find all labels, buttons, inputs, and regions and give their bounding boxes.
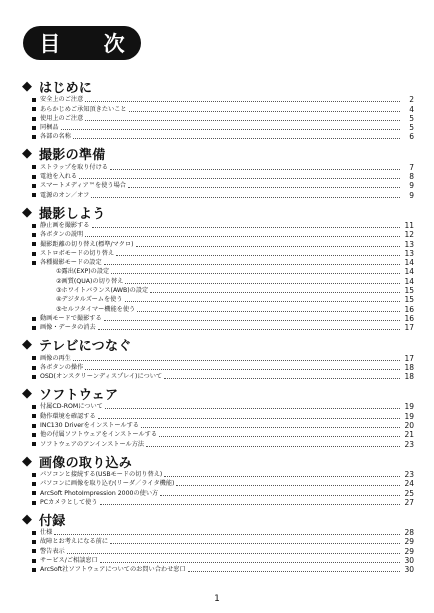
toc-entry[interactable]: [22, 172, 414, 181]
entry-label: 各種撮影モードの設定: [40, 259, 102, 267]
entry-page-number: 14: [404, 267, 414, 277]
entry-page-number: 15: [404, 295, 414, 305]
section-heading: [22, 511, 414, 528]
entry-label: 仕様: [40, 529, 53, 537]
entry-page-number: 16: [404, 304, 414, 314]
section-heading: [22, 385, 414, 402]
toc-entry[interactable]: [22, 295, 414, 304]
square-bullet-icon: [32, 482, 36, 486]
toc-section: [22, 511, 414, 574]
dot-leader: [125, 277, 400, 284]
square-bullet-icon: [32, 165, 36, 169]
toc-entry[interactable]: [22, 488, 414, 497]
toc-entry[interactable]: [22, 353, 414, 362]
toc-entry[interactable]: [22, 372, 414, 381]
dot-leader: [67, 547, 400, 554]
entry-page-number: 11: [404, 220, 414, 230]
entry-label: 静止画を撮影する: [40, 221, 90, 229]
toc-entry[interactable]: [22, 528, 414, 537]
entry-page-number: 14: [404, 276, 414, 286]
entry-label: 動画モードで撮影する: [40, 314, 102, 322]
entry-page-number: 30: [404, 555, 414, 565]
diamond-icon: ◆: [22, 511, 32, 527]
square-bullet-icon: [32, 375, 36, 379]
dot-leader: [73, 132, 400, 139]
dot-leader: [54, 528, 400, 535]
entry-page-number: 24: [404, 479, 414, 489]
square-bullet-icon: [32, 433, 36, 437]
dot-leader: [85, 95, 400, 102]
entry-label: 故障とお考えになる前に: [40, 538, 109, 546]
toc-section: [22, 336, 414, 381]
dot-leader: [105, 402, 400, 409]
entry-label: 使用上のご注意: [40, 114, 84, 122]
dot-leader: [100, 556, 400, 563]
entry-page-number: 23: [404, 439, 414, 449]
dot-leader: [129, 105, 400, 112]
diamond-icon: ◆: [22, 453, 32, 469]
toc-entry[interactable]: [22, 556, 414, 565]
square-bullet-icon: [32, 233, 36, 237]
dot-leader: [188, 565, 400, 572]
entry-page-number: 25: [404, 488, 414, 498]
dot-leader: [128, 181, 400, 188]
entry-label: ArcSoft PhotoImpression 2000の使い方: [40, 489, 159, 497]
entry-label: ③ホワイトバランス(AWB)の設定: [56, 287, 149, 295]
toc-entry[interactable]: [22, 267, 414, 276]
toc-entry[interactable]: [22, 190, 414, 199]
entry-page-number: 12: [404, 230, 414, 240]
dot-leader: [146, 440, 400, 447]
entry-page-number: 18: [404, 362, 414, 372]
page-title-badge: [23, 26, 141, 60]
entry-page-number: 6: [409, 132, 414, 142]
entry-page-number: 9: [409, 190, 414, 200]
toc-entry[interactable]: [22, 114, 414, 123]
square-bullet-icon: [32, 317, 36, 321]
entry-page-number: 17: [404, 323, 414, 333]
toc-entry[interactable]: [22, 162, 414, 171]
toc-section: [22, 78, 414, 141]
entry-label: 他の付属ソフトウェアをインストールする: [40, 431, 158, 439]
dot-leader: [136, 240, 400, 247]
toc-entry[interactable]: [22, 181, 414, 190]
square-bullet-icon: [32, 473, 36, 477]
square-bullet-icon: [32, 184, 36, 188]
dot-leader: [176, 479, 400, 486]
dot-leader: [164, 372, 400, 379]
table-of-contents: [22, 78, 414, 578]
dot-leader: [159, 430, 400, 437]
entry-page-number: 29: [404, 546, 414, 556]
diamond-icon: ◆: [22, 386, 32, 402]
section-heading: [22, 336, 414, 353]
entry-page-number: 21: [404, 430, 414, 440]
dot-leader: [160, 489, 400, 496]
toc-entry[interactable]: [22, 546, 414, 555]
toc-entry[interactable]: [22, 537, 414, 546]
square-bullet-icon: [32, 242, 36, 246]
square-bullet-icon: [32, 540, 36, 544]
square-bullet-icon: [32, 568, 36, 572]
dot-leader: [137, 305, 400, 312]
page-number: 1: [214, 594, 220, 604]
square-bullet-icon: [32, 405, 36, 409]
section-title: ソフトウェア: [39, 388, 119, 404]
entry-label: スマートメディア™を使う場合: [40, 182, 126, 190]
entry-page-number: 13: [404, 239, 414, 249]
square-bullet-icon: [32, 126, 36, 130]
entry-page-number: 13: [404, 248, 414, 258]
entry-page-number: 17: [404, 353, 414, 363]
entry-label: 付属CD-ROMについて: [40, 403, 103, 411]
dot-leader: [110, 163, 400, 170]
entry-page-number: 19: [404, 402, 414, 412]
square-bullet-icon: [32, 193, 36, 197]
entry-label: PCカメラとして使う: [40, 498, 98, 506]
toc-entry[interactable]: [22, 258, 414, 267]
entry-page-number: 2: [409, 95, 414, 105]
toc-entry[interactable]: [22, 498, 414, 507]
toc-entry[interactable]: [22, 421, 414, 430]
entry-page-number: 23: [404, 469, 414, 479]
toc-entry[interactable]: [22, 439, 414, 448]
dot-leader: [85, 114, 400, 121]
entry-page-number: 28: [404, 528, 414, 538]
square-bullet-icon: [32, 366, 36, 370]
section-title: 撮影の準備: [39, 148, 106, 164]
section-heading: [22, 204, 414, 221]
entry-label: ②画質(QUA)の切り替え: [56, 277, 124, 285]
dot-leader: [79, 172, 400, 179]
square-bullet-icon: [32, 135, 36, 139]
entry-label: ArcSoft社ソフトウェアについてのお問い合わせ窓口: [40, 566, 186, 574]
toc-entry[interactable]: [22, 230, 414, 239]
toc-entry[interactable]: [22, 239, 414, 248]
toc-entry[interactable]: [22, 323, 414, 332]
toc-entry[interactable]: [22, 430, 414, 439]
diamond-icon: ◆: [22, 337, 32, 353]
entry-label: あらかじめご承知頂きたいこと: [40, 105, 127, 113]
entry-page-number: 29: [404, 537, 414, 547]
diamond-icon: ◆: [22, 204, 32, 220]
entry-label: 動作環境を確認する: [40, 412, 96, 420]
square-bullet-icon: [32, 424, 36, 428]
square-bullet-icon: [32, 531, 36, 535]
entry-page-number: 7: [409, 162, 414, 172]
dot-leader: [164, 470, 400, 477]
entry-page-number: 19: [404, 411, 414, 421]
entry-label: 各ボタンの操作: [40, 363, 84, 371]
entry-label: 安全上のご注意: [40, 96, 84, 104]
entry-page-number: 8: [409, 172, 414, 182]
square-bullet-icon: [32, 224, 36, 228]
entry-label: ④デジタルズームを使う: [56, 296, 123, 304]
square-bullet-icon: [32, 491, 36, 495]
entry-label: 警告表示: [40, 547, 65, 555]
entry-page-number: 5: [409, 113, 414, 123]
entry-label: INC130 Driverをインストールする: [40, 422, 139, 430]
section-heading: [22, 453, 414, 470]
toc-entry[interactable]: [22, 402, 414, 411]
dot-leader: [125, 295, 400, 302]
section-title: 撮影しよう: [39, 206, 106, 222]
toc-entry[interactable]: [22, 304, 414, 313]
entry-page-number: 18: [404, 372, 414, 382]
dot-leader: [73, 354, 400, 361]
toc-entry[interactable]: [22, 104, 414, 113]
toc-entry[interactable]: [22, 132, 414, 141]
entry-label: 各部の名称: [40, 133, 71, 141]
dot-leader: [100, 498, 400, 505]
dot-leader: [98, 412, 400, 419]
dot-leader: [141, 421, 400, 428]
dot-leader: [92, 221, 401, 228]
diamond-icon: ◆: [22, 79, 32, 94]
entry-label: パソコンに画像を取り込む(リーダ／ライタ機能): [40, 480, 175, 488]
dot-leader: [91, 191, 400, 198]
entry-label: 同梱品: [40, 124, 59, 132]
square-bullet-icon: [32, 261, 36, 265]
dot-leader: [116, 249, 400, 256]
entry-page-number: 27: [404, 497, 414, 507]
dot-leader: [104, 258, 400, 265]
toc-entry[interactable]: [22, 286, 414, 295]
square-bullet-icon: [32, 549, 36, 553]
entry-label: サービス/ご相談窓口: [40, 556, 98, 564]
dot-leader: [98, 323, 400, 330]
page-title: 目 次: [39, 32, 143, 56]
toc-entry[interactable]: [22, 565, 414, 574]
dot-leader: [61, 123, 400, 130]
toc-entry[interactable]: [22, 314, 414, 323]
entry-label: ⑤セルフタイマー機能を使う: [56, 305, 136, 313]
diamond-icon: ◆: [22, 146, 32, 162]
toc-entry[interactable]: [22, 123, 414, 132]
entry-label: ソフトウェアのアンインストール方法: [40, 440, 145, 448]
square-bullet-icon: [32, 559, 36, 563]
entry-page-number: 16: [404, 313, 414, 323]
square-bullet-icon: [32, 252, 36, 256]
toc-entry[interactable]: [22, 479, 414, 488]
square-bullet-icon: [32, 356, 36, 360]
dot-leader: [111, 267, 400, 274]
section-title: はじめに: [39, 81, 93, 96]
toc-entry[interactable]: [22, 411, 414, 420]
toc-entry[interactable]: [22, 95, 414, 104]
entry-page-number: 4: [409, 104, 414, 114]
entry-page-number: 9: [409, 181, 414, 191]
square-bullet-icon: [32, 175, 36, 179]
square-bullet-icon: [32, 107, 36, 111]
square-bullet-icon: [32, 442, 36, 446]
section-title: 付録: [39, 513, 66, 529]
square-bullet-icon: [32, 501, 36, 505]
entry-label: ストラップを取り付ける: [40, 163, 108, 171]
toc-section: [22, 204, 414, 333]
entry-label: ストロボモードの切り替え: [40, 249, 115, 257]
entry-page-number: 30: [404, 565, 414, 575]
entry-label: ①露出(EXP)の設定: [56, 268, 110, 276]
entry-page-number: 20: [404, 421, 414, 431]
dot-leader: [104, 314, 400, 321]
entry-label: パソコンと接続する(USBモードの切り替え): [40, 470, 163, 478]
square-bullet-icon: [32, 117, 36, 121]
section-title: 画像の取り込み: [39, 455, 133, 471]
entry-label: 各ボタンの説明: [40, 231, 84, 239]
entry-page-number: 14: [404, 258, 414, 268]
toc-section: [22, 453, 414, 507]
square-bullet-icon: [32, 326, 36, 330]
entry-label: 電池を入れる: [40, 173, 78, 181]
toc-section: [22, 145, 414, 199]
square-bullet-icon: [32, 414, 36, 418]
toc-entry[interactable]: [22, 221, 414, 230]
section-title: テレビにつなぐ: [39, 339, 132, 355]
square-bullet-icon: [32, 98, 36, 102]
entry-label: 画像・データの消去: [40, 324, 96, 332]
toc-entry[interactable]: [22, 470, 414, 479]
entry-page-number: 15: [404, 286, 414, 296]
entry-label: 画像の再生: [40, 354, 71, 362]
toc-entry[interactable]: [22, 276, 414, 285]
section-heading: [22, 78, 414, 95]
toc-entry[interactable]: [22, 363, 414, 372]
dot-leader: [110, 537, 400, 544]
dot-leader: [85, 230, 400, 237]
entry-label: 撮影距離の切り替え(標準/マクロ): [40, 240, 134, 248]
section-heading: [22, 145, 414, 162]
dot-leader: [150, 286, 400, 293]
toc-section: [22, 385, 414, 448]
entry-label: OSD(オンスクリーンディスプレイ)について: [40, 373, 163, 381]
entry-label: 電源のオン／オフ: [40, 191, 90, 199]
dot-leader: [85, 363, 400, 370]
toc-entry[interactable]: [22, 249, 414, 258]
entry-page-number: 5: [409, 123, 414, 133]
